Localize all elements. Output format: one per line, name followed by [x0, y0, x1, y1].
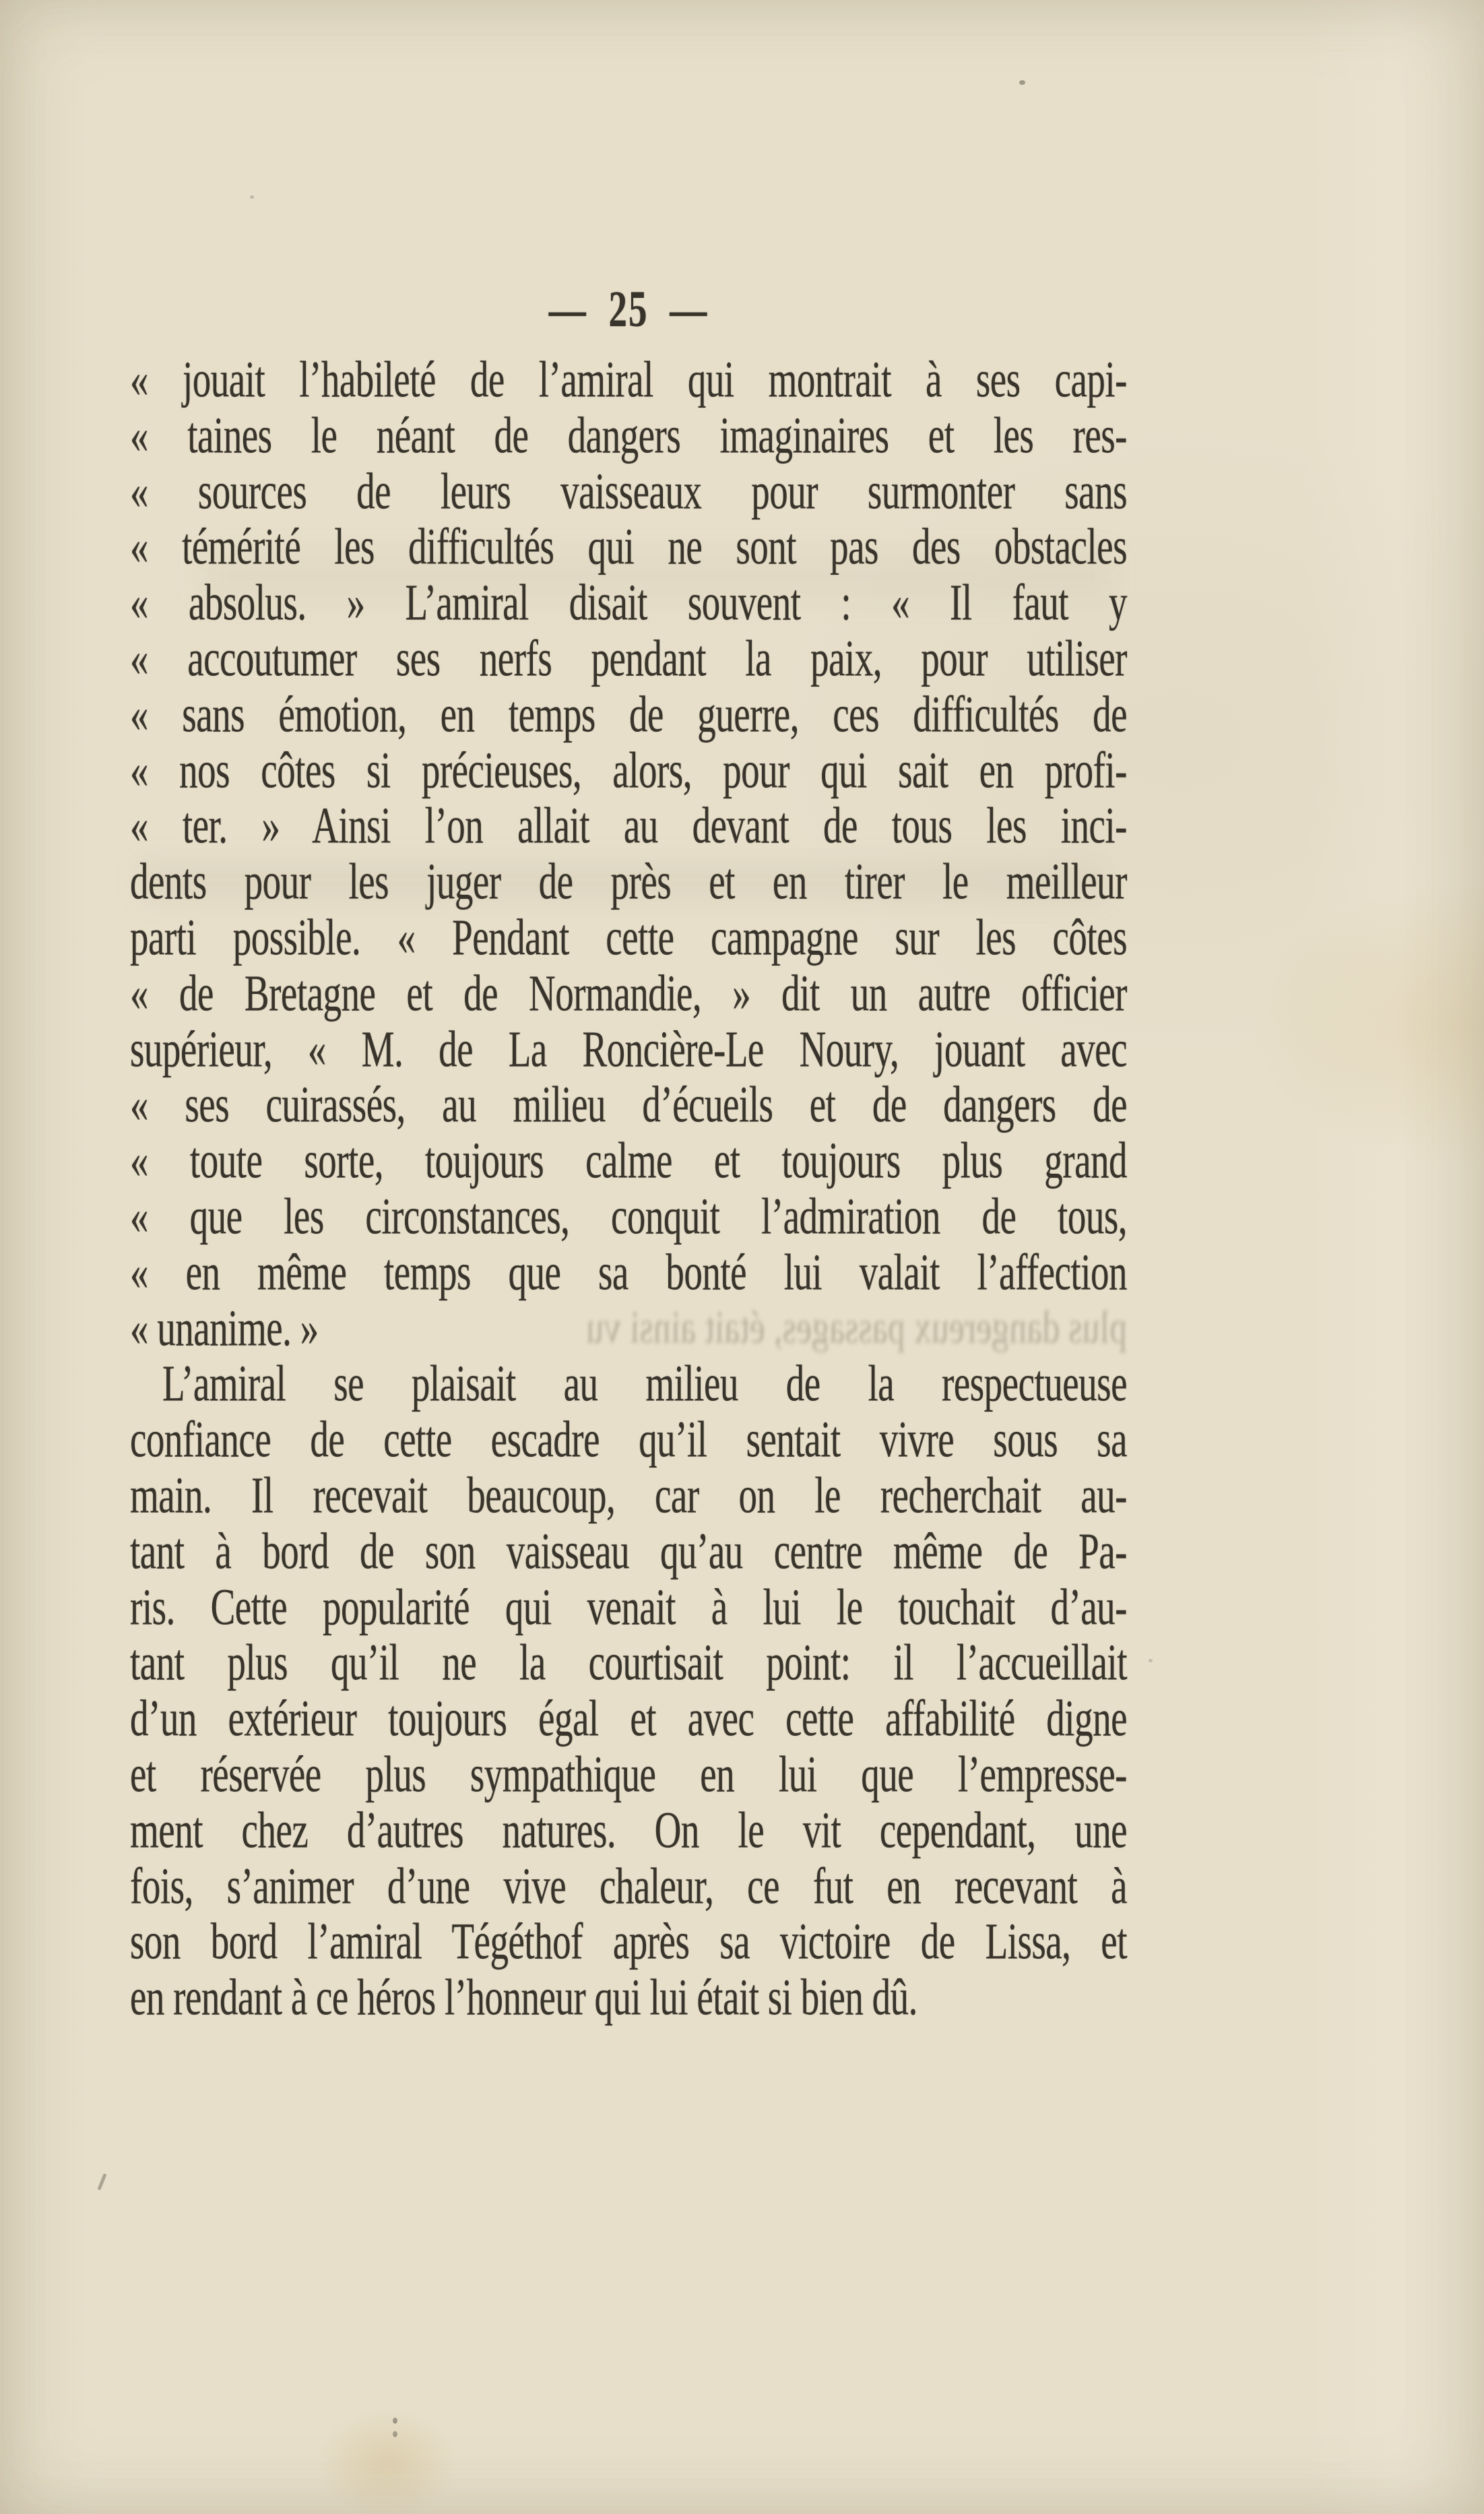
- text-line: L’amiral se plaisait au milieu de la respectueuse: [162, 1355, 1127, 1412]
- text-line: et réservée plus sympathique en lui que l’empresse-: [130, 1745, 1127, 1803]
- text-line: son bord l’amiral Tégéthof après sa victoire de Lissa, et: [130, 1913, 1127, 1970]
- text-line: « que les circonstances, conquit l’admiration de tous,: [130, 1188, 1127, 1245]
- paper-speck: [1019, 80, 1025, 85]
- paper-speck: [97, 2173, 106, 2191]
- show-through-text: plus dangereux passages, était ainsi vu: [586, 1303, 1127, 1354]
- text-line: tant à bord de son vaisseau qu’au centre même de Pa-: [130, 1522, 1127, 1579]
- paper-speck: [393, 2418, 397, 2424]
- text-line: « sources de leurs vaisseaux pour surmonter sans: [130, 462, 1127, 520]
- text-line: en rendant à ce héros l’honneur qui lui était si bien dû.: [130, 1969, 917, 2026]
- text-line: fois, s’animer d’une vive chaleur, ce fut en recevant à: [130, 1857, 1127, 1914]
- text-line: « toute sorte, toujours calme et toujours plus grand: [130, 1132, 1127, 1189]
- text-line: ment chez d’autres natures. On le vit cependant, une: [130, 1801, 1127, 1858]
- text-line: confiance de cette escadre qu’il sentait vivre sous sa: [130, 1411, 1127, 1468]
- text-column: [130, 352, 1127, 2026]
- text-line: « accoutumer ses nerfs pendant la paix, pour utiliser: [130, 630, 1127, 687]
- text-line: « taines le néant de dangers imaginaires et les res-: [130, 406, 1127, 464]
- text-line: « de Bretagne et de Normandie, » dit un autre officier: [130, 964, 1127, 1022]
- text-line: « témérité les difficultés qui ne sont pas des obstacles: [130, 518, 1127, 575]
- text-line: « unanime. »: [130, 1299, 319, 1356]
- text-line: « en même temps que sa bonté lui valait l’affection: [130, 1243, 1127, 1300]
- text-line: « ses cuirassés, au milieu d’écueils et de dangers de: [130, 1076, 1127, 1133]
- page-number: — 25 —: [548, 280, 709, 338]
- paper-speck: [1149, 1659, 1153, 1662]
- text-line: d’un extérieur toujours égal et avec cette affabilité digne: [130, 1690, 1127, 1747]
- text-line: tant plus qu’il ne la courtisait point: il l’accueillait: [130, 1634, 1127, 1691]
- text-line: dents pour les juger de près et en tirer le meilleur: [130, 853, 1127, 910]
- text-line: parti possible. « Pendant cette campagne sur les côtes: [130, 909, 1127, 966]
- text-line: « nos côtes si précieuses, alors, pour qui sait en profi-: [130, 741, 1127, 798]
- text-line: ris. Cette popularité qui venait à lui le touchait d’au-: [130, 1578, 1127, 1635]
- text-line: « absolus. » L’amiral disait souvent : « Il faut y: [130, 574, 1127, 631]
- text-line: « ter. » Ainsi l’on allait au devant de tous les inci-: [130, 797, 1127, 854]
- text-line: supérieur, « M. de La Roncière-Le Noury, jouant avec: [130, 1020, 1127, 1077]
- text-line: « jouait l’habileté de l’amiral qui montrait à ses capi-: [130, 351, 1127, 408]
- paper-speck: [250, 195, 254, 199]
- text-line: « sans émotion, en temps de guerre, ces difficultés de: [130, 685, 1127, 743]
- text-line: main. Il recevait beaucoup, car on le recherchait au-: [130, 1467, 1127, 1524]
